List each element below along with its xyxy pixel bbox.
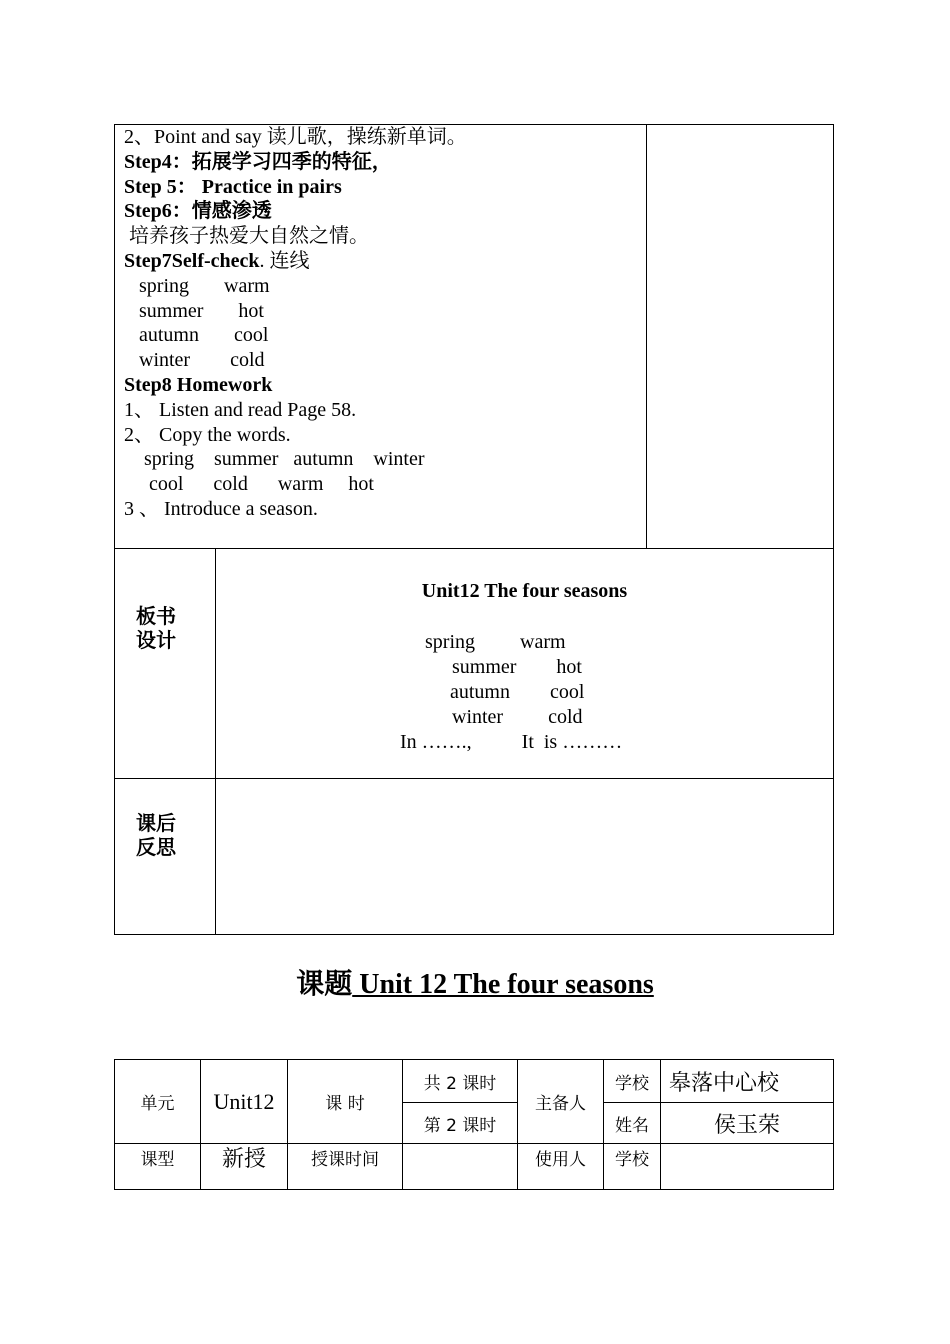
- step-line: [124, 398, 356, 423]
- page-title: [0, 966, 950, 1003]
- period-label: 课 时: [325, 1094, 365, 1114]
- step-line: [124, 497, 318, 522]
- school-value: 皋落中心校: [669, 1070, 780, 1096]
- board-design-title: Unit12 The four seasons: [421, 580, 628, 602]
- name-label: 姓名: [615, 1115, 649, 1136]
- reflection-label: 课后 反思: [136, 811, 176, 859]
- step-line: [124, 199, 272, 224]
- board-row: autumn cool: [450, 681, 585, 703]
- school-label-2: 学校: [615, 1149, 649, 1170]
- total-periods: 共 2 课时: [423, 1073, 497, 1094]
- unit-value: Unit12: [213, 1088, 275, 1114]
- type-label: 课型: [140, 1149, 175, 1170]
- step-text: 2、Point and say 读儿歌，操练新单词。: [124, 126, 467, 148]
- step-text: Step 5： Practice in pairs: [124, 175, 342, 198]
- board-row: winter cold: [452, 706, 583, 728]
- step-line: [124, 423, 291, 448]
- step-line: [124, 125, 467, 150]
- time-label: 授课时间: [311, 1149, 379, 1170]
- step-line: [124, 274, 270, 299]
- step-text: Step8 Homework: [124, 374, 273, 396]
- step-text: 培养孩子热爱大自然之情。: [124, 225, 369, 248]
- step-text: spring summer autumn winter: [124, 448, 425, 471]
- step-text: 拓展学习四季的特征，: [191, 150, 392, 173]
- step-text: 2、 Copy the words.: [124, 423, 291, 446]
- step-text: 情感渗透: [191, 200, 272, 223]
- step-text: . 连线: [259, 250, 310, 272]
- step-line: [124, 299, 264, 324]
- step-text: 1、 Listen and read Page 58.: [124, 398, 357, 421]
- step-text: spring warm: [124, 274, 270, 297]
- board-row: In ……., It is ………: [400, 731, 623, 753]
- step-line: [124, 348, 265, 373]
- step-line: [124, 150, 392, 175]
- school-label: 学校: [615, 1073, 649, 1094]
- board-row: summer hot: [452, 656, 582, 678]
- step-text: winter cold: [124, 349, 265, 372]
- step-line: [124, 373, 272, 398]
- step-text: autumn cool: [124, 324, 269, 347]
- step-text: Step6：: [124, 200, 192, 223]
- step-text: cool cold warm hot: [124, 473, 374, 496]
- title-text: Unit 12 The four seasons: [352, 969, 654, 1000]
- preparer-label: 主备人: [535, 1094, 586, 1114]
- board-row: spring warm: [425, 631, 566, 653]
- current-period: 第 2 课时: [423, 1115, 497, 1136]
- title-prefix: 课题: [296, 967, 353, 1000]
- step-line: [124, 447, 425, 472]
- step-line: [124, 224, 369, 249]
- step-line: [124, 323, 268, 348]
- step-line: [124, 249, 310, 274]
- unit-label: 单元: [140, 1094, 175, 1114]
- step-text: summer hot: [124, 299, 264, 322]
- type-value: 新授: [221, 1146, 266, 1172]
- board-design-label: 板书 设计: [136, 604, 176, 652]
- step-text: 3 、 Introduce a season.: [124, 498, 318, 520]
- step-text: Step7Self-check: [124, 250, 260, 272]
- step-line: [124, 175, 342, 200]
- step-text: Step4：: [124, 150, 192, 173]
- name-value: 侯玉荣: [713, 1112, 780, 1138]
- user-label: 使用人: [535, 1149, 586, 1170]
- step-line: [124, 472, 374, 497]
